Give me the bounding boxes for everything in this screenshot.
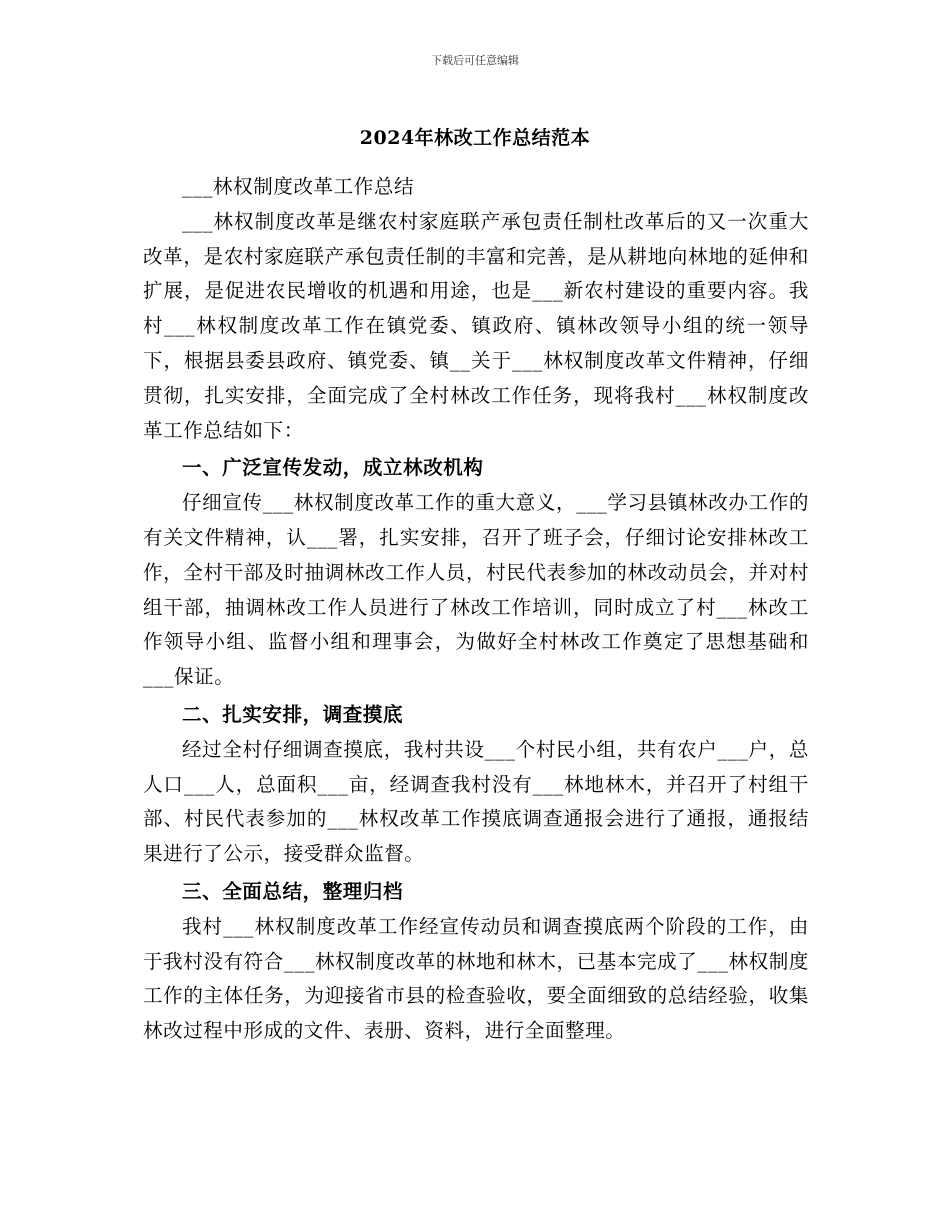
section-heading-3: 三、全面总结，整理归档 <box>182 879 404 903</box>
section-heading-2: 二、扎实安排，调查摸底 <box>182 702 404 726</box>
document-body <box>143 170 809 1049</box>
section-2-paragraph: 经过全村仔细调查摸底，我村共设___个村民小组，共有农户___户，总人口___人，总面积___亩，经调查我村没有___林地林木，并召开了村组干部、村民代表参加的___林权改革工作摸底调查通报会进行了通报，通报结果进行了公示，接受群众监督。 <box>143 737 809 866</box>
section-1-paragraph: 仔细宣传___林权制度改革工作的重大意义，___学习县镇林改办工作的有关文件精神，认___署，扎实安排，召开了班子会，仔细讨论安排林改工作，全村干部及时抽调林改工作人员，村民代表参加的林改动员会，并对村组干部，抽调林改工作人员进行了林改工作培训，同时成立了村___林改工作领导小组、监督小组和理事会，为做好全村林改工作奠定了思想基础和___保证。 <box>143 491 809 689</box>
section-3-paragraph: 我村___林权制度改革工作经宣传动员和调查摸底两个阶段的工作，由于我村没有符合___林权制度改革的林地和林木，已基本完成了___林权制度工作的主体任务，为迎接省市县的检查验收，要全面细致的总结经验，收集林改过程中形成的文件、表册、资料，进行全面整理。 <box>143 914 809 1043</box>
intro-paragraph: ___林权制度改革是继农村家庭联产承包责任制杜改革后的又一次重大改革，是农村家庭联产承包责任制的丰富和完善，是从耕地向林地的延伸和扩展，是促进农民增收的机遇和用途，也是___新农村建设的重要内容。我村___林权制度改革工作在镇党委、镇政府、镇林改领导小组的统一领导下，根据县委县政府、镇党委、镇__关于___林权制度改革文件精神，仔细贯彻，扎实安排，全面完成了全村林改工作任务，现将我村___林权制度改革工作总结如下： <box>143 209 809 442</box>
header-note: 下载后可任意编辑 <box>431 54 519 67</box>
document-title: 2024年林改工作总结范本 <box>359 127 591 149</box>
section-heading-1: 一、广泛宣传发动，成立林改机构 <box>182 456 484 480</box>
subtitle-line: ___林权制度改革工作总结 <box>182 175 415 198</box>
